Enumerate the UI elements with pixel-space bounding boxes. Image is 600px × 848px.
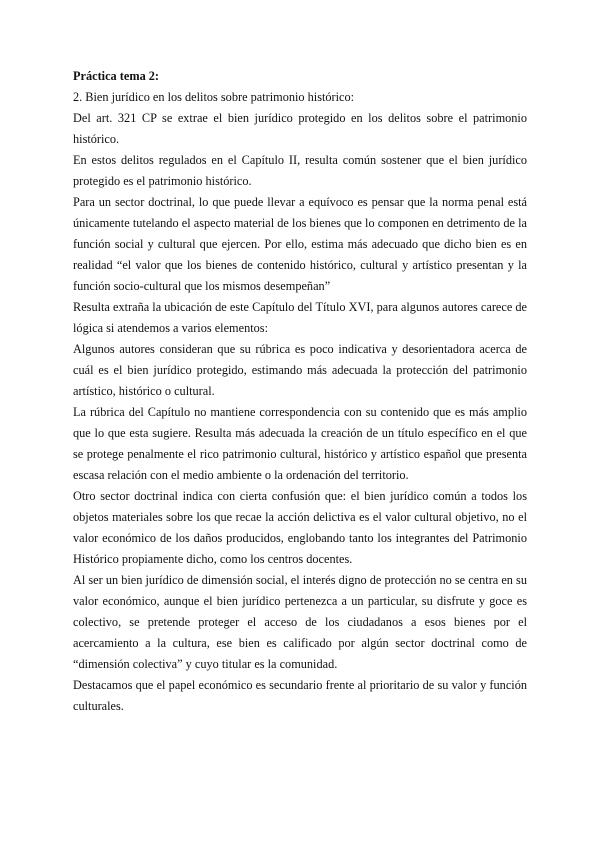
paragraph: La rúbrica del Capítulo no mantiene correspondencia con su contenido que es más amplio que lo que esta sugiere. Resulta más adecuada la creación de un título específico en el que se protege penalmente el rico patrimonio cultural, histórico y artístico español que presenta escasa relación con el medio ambiente o la ordenación del territorio. <box>73 405 527 482</box>
section-heading: 2. Bien jurídico en los delitos sobre patrimonio histórico: <box>73 90 355 104</box>
document-title: Práctica tema 2: <box>73 69 160 83</box>
paragraph: Resulta extraña la ubicación de este Capítulo del Título XVI, para algunos autores carece de lógica si atendemos a varios elementos: <box>73 300 527 335</box>
paragraph: Destacamos que el papel económico es secundario frente al prioritario de su valor y función culturales. <box>73 678 527 713</box>
paragraph: Algunos autores consideran que su rúbrica es poco indicativa y desorientadora acerca de cuál es el bien jurídico protegido, estimando más adecuada la protección del patrimonio artístico, histórico o cultural. <box>73 342 527 398</box>
paragraph: Otro sector doctrinal indica con cierta confusión que: el bien jurídico común a todos los objetos materiales sobre los que recae la acción delictiva es el valor cultural objetivo, no el valor económico de los daños producidos, englobando tanto los integrantes del Patrimonio Histórico propiamente dicho, como los centros docentes. <box>73 489 527 566</box>
paragraph: Al ser un bien jurídico de dimensión social, el interés digno de protección no se centra en su valor económico, aunque el bien jurídico pertenezca a un particular, su disfrute y goce es colectivo, se pretende proteger el acceso de los ciudadanos a esos bienes por el acercamiento a la cultura, ese bien es calificado por algún sector doctrinal como de “dimensión colectiva” y cuyo titular es la comunidad. <box>73 573 527 671</box>
paragraph: En estos delitos regulados en el Capítulo II, resulta común sostener que el bien jurídico protegido es el patrimonio histórico. <box>73 153 527 188</box>
paragraph: Del art. 321 CP se extrae el bien jurídico protegido en los delitos sobre el patrimonio histórico. <box>73 111 527 146</box>
document-body <box>73 66 527 717</box>
paragraph: Para un sector doctrinal, lo que puede llevar a equívoco es pensar que la norma penal está únicamente tutelando el aspecto material de los bienes que lo componen en detrimento de la función social y cultural que ejercen. Por ello, estima más adecuado que dicho bien es en realidad “el valor que los bienes de contenido histórico, cultural y artístico presentan y la función socio-cultural que los mismos desempeñan” <box>73 195 527 293</box>
